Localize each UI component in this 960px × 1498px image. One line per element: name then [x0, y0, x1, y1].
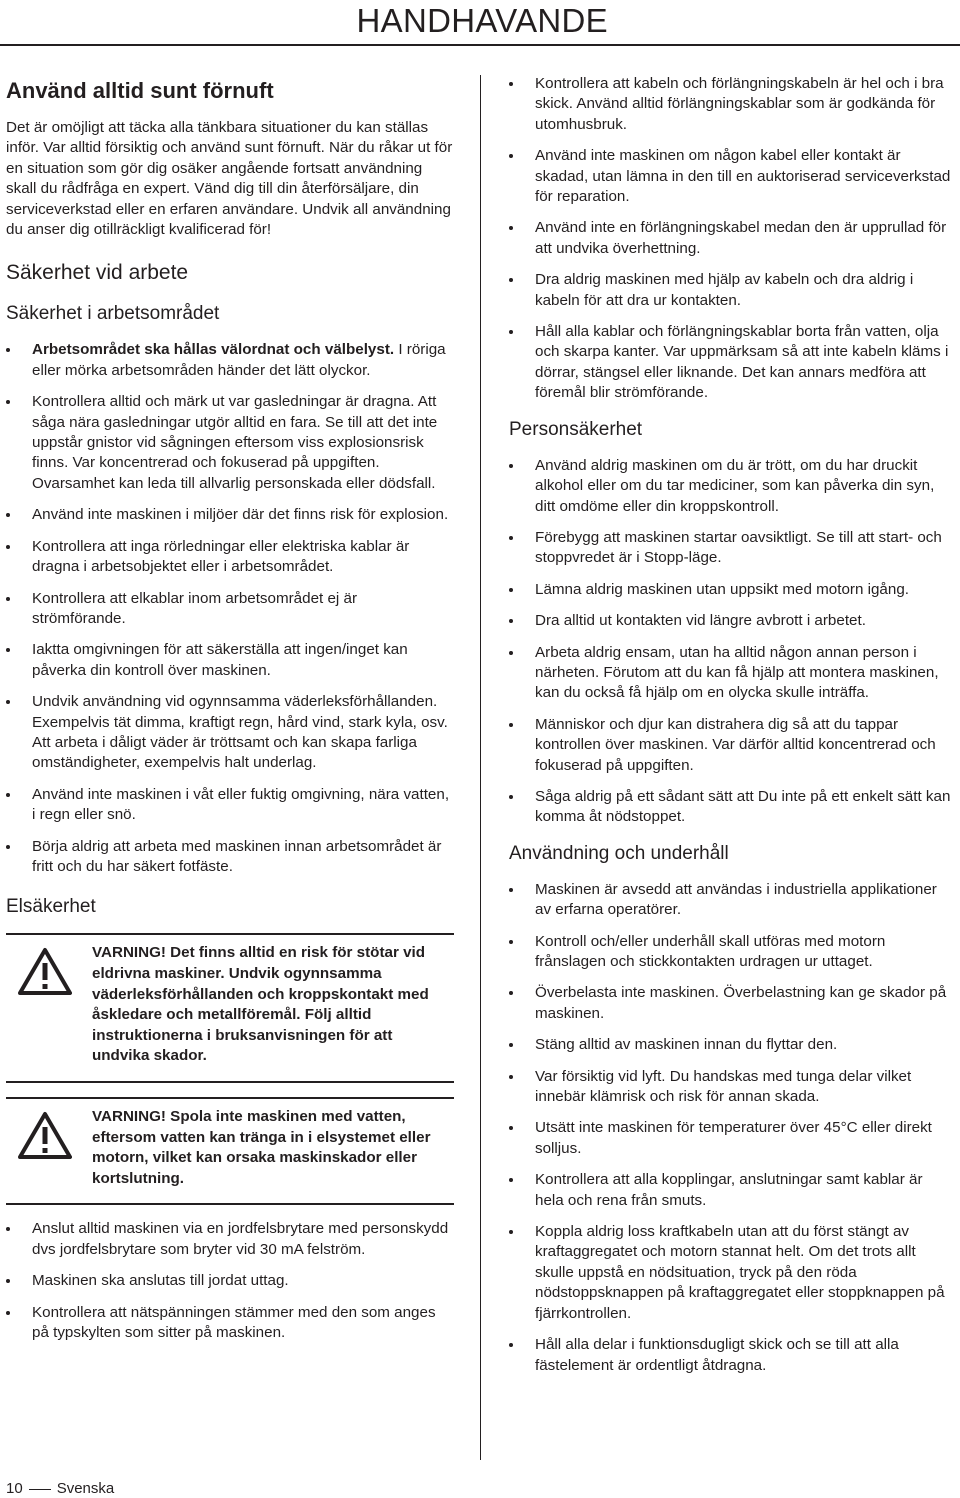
header-rule	[0, 44, 960, 46]
bullet-text: Börja aldrig att arbeta med maskinen innan arbetsområdet är fritt och du har säkert fotfäste.	[32, 837, 442, 875]
list-item	[509, 1118, 955, 1159]
bullet-dot	[509, 536, 513, 540]
list-item	[509, 74, 955, 135]
left-column	[6, 74, 454, 1354]
list-item	[509, 146, 955, 207]
section-title-electric-safety: Elsäkerhet	[6, 896, 96, 918]
bullet-dot	[509, 278, 513, 282]
list-item	[509, 983, 955, 1024]
bullet-text: Kontrollera alltid och märk ut var gasledningar är dragna. Att såga nära gasledningar utgör alltid en fara. Se till att det inte uppstår gnistor vid sågningen eftersom viss explosionsrisk finns. Var koncentrerad och fokuserad på uppgiften. Ovarsamhet kan leda till allvarlig personskada eller dödsfall.	[32, 393, 438, 492]
right-column	[509, 74, 955, 1387]
bullet-text: Överbelasta inte maskinen. Överbelastning kan ge skador på maskinen.	[535, 984, 947, 1022]
bullet-text: Använd inte en förlängningskabel medan den är upprullad för att undvika överhettning.	[535, 219, 947, 257]
bullet-text: Kontrollera att elkablar inom arbetsområdet ej är strömförande.	[32, 589, 358, 627]
bullet-dot	[509, 464, 513, 468]
page-header-title: HANDHAVANDE	[356, 2, 608, 39]
bullet-bold-text: Arbetsområdet ska hållas välordnat och välbelyst.	[32, 341, 395, 359]
page-number: 10	[6, 1480, 23, 1497]
bullet-dot	[509, 588, 513, 592]
bullet-dot	[509, 1230, 513, 1234]
list-item	[6, 837, 454, 878]
warning-box-water	[6, 1097, 454, 1205]
personal-safety-bullet-list	[509, 456, 955, 828]
common-sense-paragraph: Det är omöjligt att täcka alla tänkbara situationer du kan ställas inför. Var alltid försiktig och använd sunt förnuft. När du råkar ut för en situation som gör dig osäker angående fortsatt användning skall du rådfråga en expert. Vänd dig till din återförsäljare, din serviceverkstad eller en erfaren användare. Undvik all användning du anser dig otillräckligt kvalificerad för!	[6, 119, 453, 239]
bullet-dot	[6, 348, 10, 352]
cable-bullet-list	[509, 74, 955, 404]
list-item	[6, 505, 454, 525]
bullet-dot	[509, 1043, 513, 1047]
bullet-dot	[509, 226, 513, 230]
bullet-dot	[6, 545, 10, 549]
list-item	[509, 643, 955, 704]
bullet-text: Anslut alltid maskinen via en jordfelsbrytare med personskydd dvs jordfelsbrytare som bryter vid 30 mA felström.	[32, 1220, 449, 1258]
list-item	[509, 1035, 955, 1055]
bullet-dot	[509, 940, 513, 944]
bullet-dot	[6, 1311, 10, 1315]
list-item	[509, 715, 955, 776]
section-title-work-area: Säkerhet i arbetsområdet	[6, 303, 220, 325]
bullet-text: Kontroll och/eller underhåll skall utföras med motorn frånslagen och stickkontakten urdragen ur uttaget.	[535, 932, 886, 970]
section-title-work-safety: Säkerhet vid arbete	[6, 261, 189, 285]
page-footer	[6, 1480, 114, 1497]
list-item	[509, 322, 955, 404]
bullet-text: Dra aldrig maskinen med hjälp av kabeln och dra aldrig i kabeln för att dra ur kontakten.	[535, 271, 914, 309]
bullet-dot	[6, 648, 10, 652]
bullet-dot	[6, 845, 10, 849]
bullet-text: Lämna aldrig maskinen utan uppsikt med motorn igång.	[535, 580, 909, 598]
bullet-text: Maskinen är avsedd att användas i industriella applikationer av erfarna operatörer.	[535, 880, 937, 919]
bullet-text: Kontrollera att inga rörledningar eller elektriska kablar är dragna i arbetsobjektet eller i arbetsområdet.	[32, 537, 410, 576]
bullet-text: Använd inte maskinen om någon kabel eller kontakt är skadad, utan lämna in den till en auktoriserad serviceverkstad för reparation.	[535, 147, 951, 206]
bullet-dot	[509, 888, 513, 892]
bullet-text: Kontrollera att kabeln och förlängningskabeln är hel och i bra skick. Använd alltid förlängningskablar som är godkända för utomhusbruk.	[535, 75, 944, 133]
bullet-dot	[509, 1178, 513, 1182]
bullet-text: Kontrollera att nätspänningen stämmer med den som anges på typskylten som sitter på maskinen.	[32, 1303, 436, 1341]
bullet-text: Håll alla delar i funktionsdugligt skick och se till att alla fästelement är ordentligt åtdragna.	[535, 1336, 899, 1374]
bullet-text: Håll alla kablar och förlängningskablar borta från vatten, olja och skarpa kanter. Var uppmärksam så att inte kabeln kläms i dörrar, stängsel eller liknande. Det kan annars medföra att föremål blir strömförande.	[535, 323, 949, 402]
list-item	[509, 218, 955, 259]
electric-bullet-list	[6, 1219, 454, 1343]
warning-triangle-icon	[18, 1111, 72, 1159]
list-item	[509, 787, 955, 828]
bullet-dot	[509, 82, 513, 86]
bullet-dot	[6, 400, 10, 404]
section-title-usage-maintenance: Användning och underhåll	[509, 842, 729, 864]
bullet-dot	[509, 154, 513, 158]
bullet-dot	[509, 1126, 513, 1130]
bullet-text: Var försiktig vid lyft. Du handskas med tunga delar vilket innebär klämrisk och risk för annan skada.	[535, 1067, 912, 1106]
bullet-text: Iaktta omgivningen för att säkerställa att ingen/inget kan påverka din kontroll över maskinen.	[32, 641, 408, 679]
bullet-text: Såga aldrig på ett sådant sätt att Du inte på ett enkelt sätt kan komma åt nödstoppet.	[535, 787, 951, 826]
list-item	[509, 456, 955, 517]
bullet-text: Människor och djur kan distrahera dig så att du tappar kontrollen över maskinen. Var därför alltid koncentrerad och fokuserad på uppgiften.	[535, 715, 936, 774]
bullet-dot	[509, 991, 513, 995]
list-item	[6, 537, 454, 578]
list-item	[6, 392, 454, 494]
list-item	[6, 1271, 454, 1291]
bullet-dot	[509, 723, 513, 727]
bullet-text: Förebygg att maskinen startar oavsiktligt. Se till att start- och stoppvredet är i Stopp-läge.	[535, 528, 942, 567]
footer-dash	[29, 1489, 51, 1490]
list-item	[509, 528, 955, 569]
bullet-text: Stäng alltid av maskinen innan du flyttar den.	[535, 1036, 838, 1054]
bullet-text: Undvik användning vid ogynnsamma väderleksförhållanden. Exempelvis tät dimma, kraftigt regn, hård vind, stark kyla, osv. Att arbeta i dåligt väder är tröttsamt och kan skapa farliga omständigheter, exempelvis halt underlag.	[32, 693, 448, 772]
bullet-text: Kontrollera att alla kopplingar, anslutningar samt kablar är hela och rena från smuts.	[535, 1171, 923, 1209]
warning-box-electric	[6, 933, 454, 1083]
bullet-text: Koppla aldrig loss kraftkabeln utan att du först stängt av kraftaggregatet och motorn stannat helt. Om det trots allt skulle uppstå en nödsituation, tryck på den röda nödstoppsknappen på kraftaggregatet eller stoppknappen på fjärrkontrollen.	[535, 1223, 945, 1322]
list-item	[6, 640, 454, 681]
warning-triangle-icon	[18, 947, 72, 995]
list-item	[509, 1170, 955, 1211]
bullet-dot	[509, 619, 513, 623]
warning-text-electric: VARNING! Det finns alltid en risk för stötar vid eldrivna maskiner. Undvik ogynnsamma väderleksförhållanden och kroppskontakt med åskledare och metallföremål. Följ alltid instruktionerna i bruksanvisningen för att undvika skador.	[92, 944, 429, 1065]
bullet-dot	[509, 1075, 513, 1079]
usage-bullet-list	[509, 880, 955, 1376]
section-title-personal-safety: Personsäkerhet	[509, 418, 643, 440]
list-item	[509, 270, 955, 311]
work-area-bullet-list	[6, 340, 454, 877]
bullet-text: Använd aldrig maskinen om du är trött, om du har druckit alkohol eller om du tar mediciner, som kan påverka din syn, ditt omdöme eller din kroppskontroll.	[535, 456, 935, 515]
bullet-text: Utsätt inte maskinen för temperaturer över 45°C eller direkt solljus.	[535, 1119, 932, 1157]
list-item	[6, 340, 454, 381]
bullet-text: Arbeta aldrig ensam, utan ha alltid någon annan person i närheten. Förutom att du kan få hjälp att montera maskinen, kan du också få hjälp om en olycka skulle inträffa.	[535, 643, 939, 702]
list-item	[509, 932, 955, 973]
list-item	[509, 1335, 955, 1376]
list-item	[6, 1303, 454, 1344]
list-item	[509, 1222, 955, 1324]
bullet-dot	[509, 651, 513, 655]
list-item	[509, 580, 955, 600]
list-item	[6, 1219, 454, 1260]
bullet-text: Använd inte maskinen i våt eller fuktig omgivning, nära vatten, i regn eller snö.	[32, 785, 450, 824]
list-item	[509, 611, 955, 631]
list-item	[6, 692, 454, 774]
list-item	[6, 589, 454, 630]
column-divider	[480, 75, 481, 1460]
bullet-dot	[509, 795, 513, 799]
bullet-dot	[6, 793, 10, 797]
bullet-dot	[6, 597, 10, 601]
list-item	[509, 880, 955, 921]
bullet-text: Använd inte maskinen i miljöer där det finns risk för explosion.	[32, 506, 449, 524]
bullet-text: Dra alltid ut kontakten vid längre avbrott i arbetet.	[535, 612, 866, 630]
warning-text-water: VARNING! Spola inte maskinen med vatten, eftersom vatten kan tränga in i elsystemet eller motorn, vilket kan orsaka maskinskador eller kortslutning.	[92, 1107, 431, 1187]
bullet-text: I röriga eller mörka arbetsområden händer det lätt olyckor.	[32, 341, 446, 379]
list-item	[6, 785, 454, 826]
section-title-common-sense: Använd alltid sunt förnuft	[6, 78, 274, 103]
bullet-dot	[509, 330, 513, 334]
bullet-dot	[509, 1343, 513, 1347]
bullet-dot	[6, 1227, 10, 1231]
footer-language: Svenska	[56, 1480, 115, 1497]
bullet-dot	[6, 1279, 10, 1283]
bullet-dot	[6, 513, 10, 517]
list-item	[509, 1067, 955, 1108]
bullet-dot	[6, 700, 10, 704]
bullet-text: Maskinen ska anslutas till jordat uttag.	[32, 1272, 289, 1290]
